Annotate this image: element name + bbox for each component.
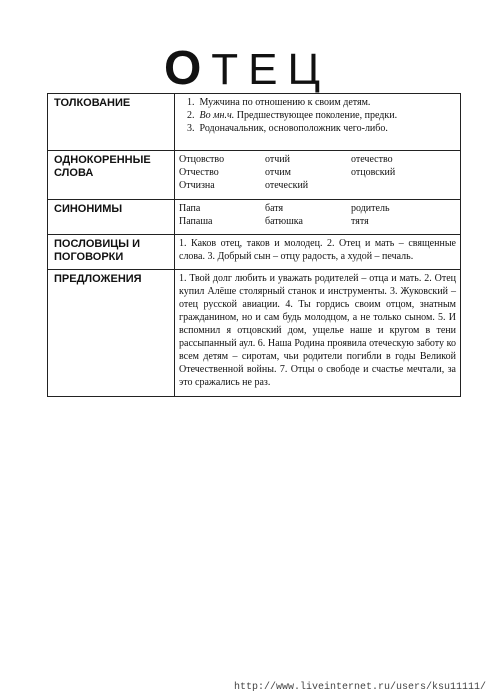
synonym-word: батюшка — [265, 216, 303, 227]
table-row — [48, 270, 461, 397]
source-watermark: http://www.liveinternet.ru/users/ksu11111/ — [233, 682, 486, 693]
item-text: Родоначальник, основоположник чего-либо. — [199, 123, 388, 134]
table-row — [48, 151, 461, 200]
synonyms-cell — [175, 200, 461, 235]
synonym-word: батя — [265, 203, 284, 214]
root-word: Отчизна — [179, 180, 215, 191]
root-word — [351, 179, 456, 192]
root-word: отцовский — [351, 167, 396, 178]
definition-cell — [175, 94, 461, 151]
list-item — [185, 122, 456, 135]
root-word: Отчество — [179, 167, 219, 178]
item-text: Предшествующее поколение, предки. — [234, 110, 398, 121]
synonym-word: Папаша — [179, 216, 213, 227]
item-number: 2. — [187, 110, 195, 121]
item-italic: Во мн.ч. — [199, 110, 235, 121]
item-number: 3. — [187, 123, 195, 134]
page-title — [0, 44, 494, 95]
proverbs-heading: ПОСЛОВИЦЫ И ПОГОВОРКИ — [48, 235, 175, 270]
proverbs-text: 1. Каков отец, таков и молодец. 2. Отец и мать – священные слова. 3. Добрый сын – отцу радость, а худой – печаль. — [175, 235, 461, 270]
synonym-word: родитель — [351, 203, 390, 214]
sentences-heading: ПРЕДЛОЖЕНИЯ — [48, 270, 175, 397]
roots-cell — [175, 151, 461, 200]
title-first-letter: О — [163, 42, 212, 95]
item-text: Мужчина по отношению к своим детям. — [199, 97, 371, 108]
definition-heading: ТОЛКОВАНИЕ — [48, 94, 175, 151]
root-word: Отцовство — [179, 154, 225, 165]
word-table — [47, 93, 461, 397]
definition-list — [179, 96, 456, 135]
synonym-word: тятя — [351, 216, 369, 227]
title-rest: ТЕЦ — [211, 45, 331, 94]
root-word: отеческий — [265, 180, 309, 191]
table-row — [48, 235, 461, 270]
table-row — [48, 200, 461, 235]
root-word: отечество — [351, 154, 393, 165]
roots-grid — [179, 153, 456, 192]
list-item — [185, 109, 456, 122]
sentences-text: 1. Твой долг любить и уважать родителей – отца и мать. 2. Отец купил Алёше столярный станок и инструменты. 3. Жуковский – отец русской авиации. 4. Ты гордись своим отцом, знатным гражданином, но и сам будь молодцом, а не только сыном. 5. И вспомнил я отцовский дом, ущелье наше и кругом в тени рассыпанный аул. 6. Наша Родина проявила отеческую заботу ко всем детям – сиротам, чьи родители погибли в годы Великой Отечественной войны. 7. Отцы о свободе и счастье мечтали, за это сражались не раз. — [175, 270, 461, 397]
root-word: отчий — [265, 154, 290, 165]
synonyms-heading: СИНОНИМЫ — [48, 200, 175, 235]
roots-heading: ОДНОКОРЕННЫЕ СЛОВА — [48, 151, 175, 200]
synonym-word: Папа — [179, 203, 201, 214]
synonyms-grid — [179, 202, 456, 228]
item-number: 1. — [187, 97, 195, 108]
table-row — [48, 94, 461, 151]
root-word: отчим — [265, 167, 291, 178]
list-item — [185, 96, 456, 109]
